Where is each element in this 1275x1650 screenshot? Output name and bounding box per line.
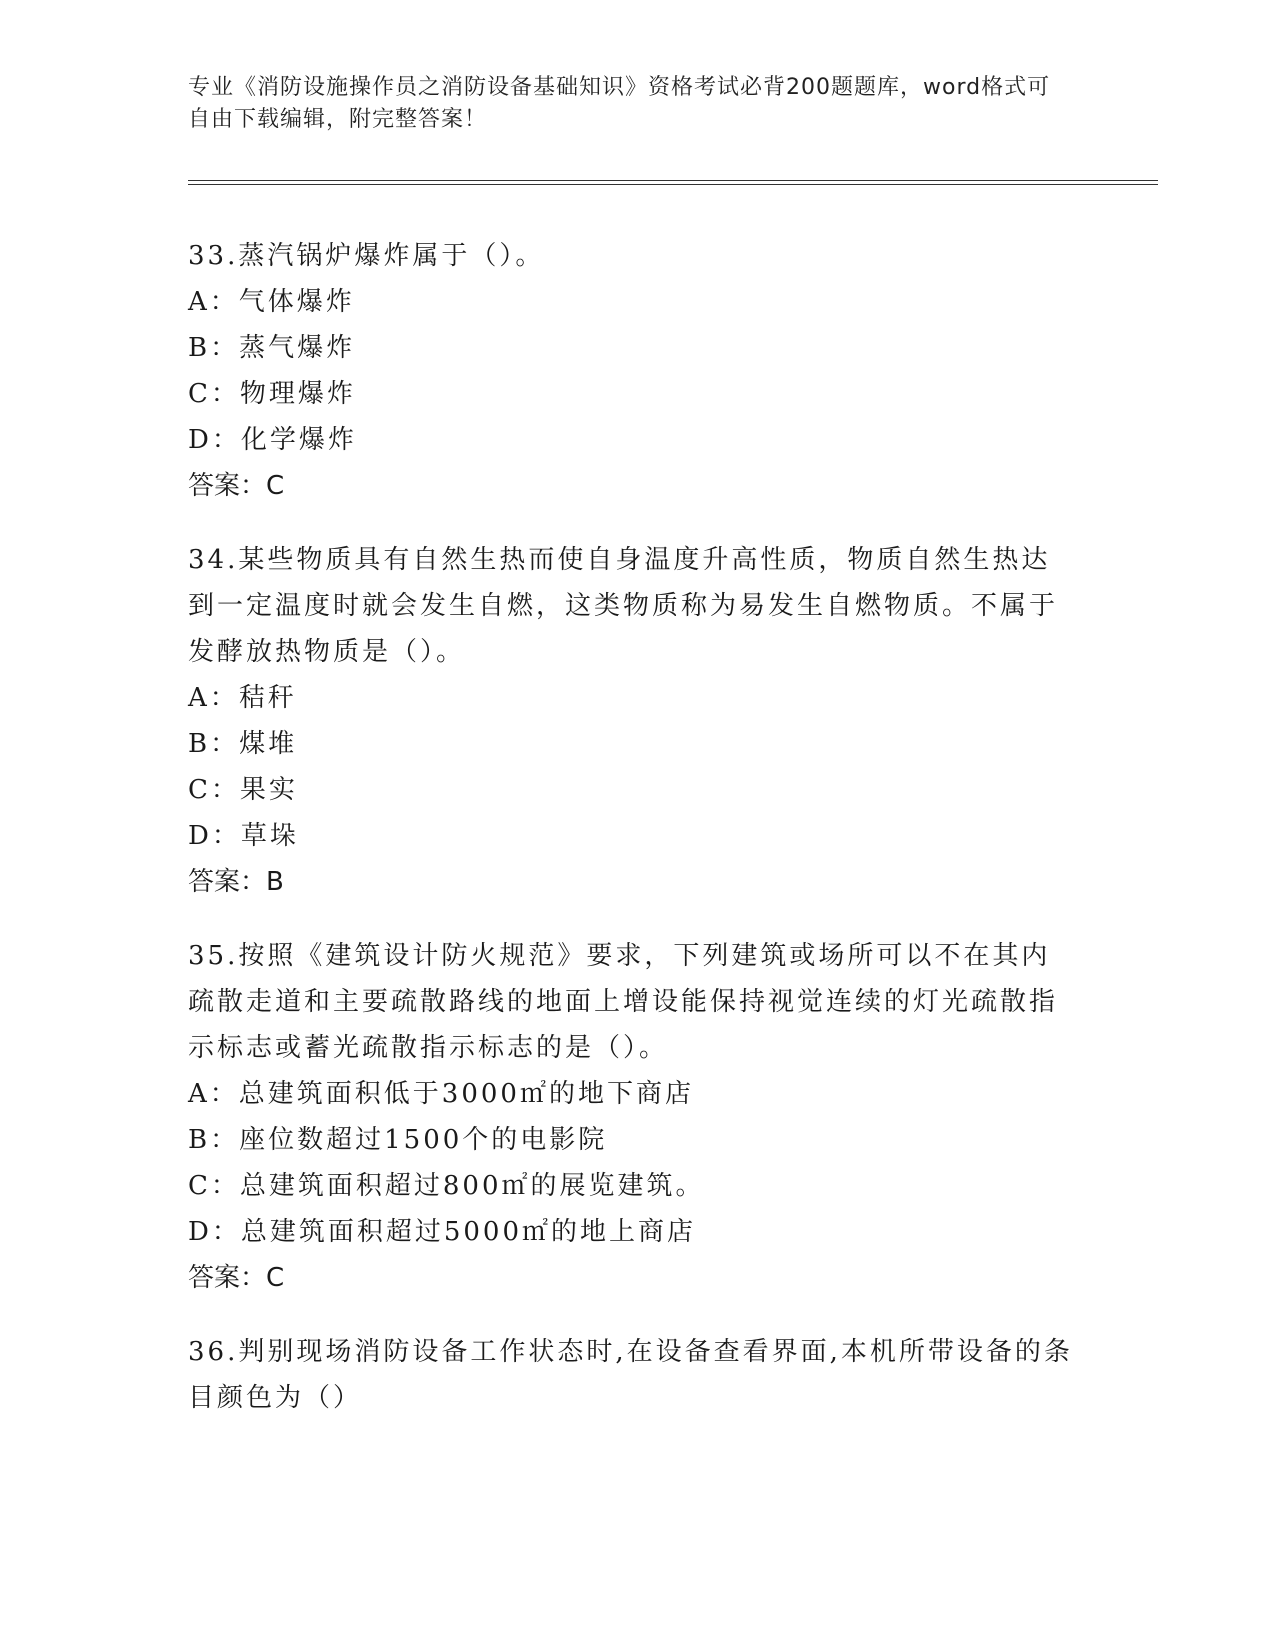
question-36 <box>188 1329 1078 1421</box>
question-34 <box>188 537 1078 905</box>
question-33 <box>188 233 1078 509</box>
header-text: 专业《消防设施操作员之消防设备基础知识》资格考试必背200题题库，word格式可自由下载编辑，附完整答案！ <box>188 75 1051 132</box>
option-b: B：座位数超过1500个的电影院 <box>188 1125 608 1155</box>
option-d: D：总建筑面积超过5000㎡的地上商店 <box>188 1217 697 1247</box>
question-stem: 34.某些物质具有自然生热而使自身温度升高性质，物质自然生热达到一定温度时就会发生自燃，这类物质称为易发生自燃物质。不属于发酵放热物质是（）。 <box>188 545 1059 667</box>
option-b: B：蒸气爆炸 <box>188 333 356 363</box>
answer: 答案：C <box>188 471 285 501</box>
question-list <box>188 233 1078 1449</box>
option-a: A：总建筑面积低于3000㎡的地下商店 <box>188 1079 694 1109</box>
document-header <box>188 72 1068 136</box>
option-c: C：物理爆炸 <box>188 379 356 409</box>
header-divider-bottom <box>188 184 1158 185</box>
option-a: A：秸秆 <box>188 683 297 713</box>
question-stem: 33.蒸汽锅炉爆炸属于（）。 <box>188 241 545 271</box>
option-b: B：煤堆 <box>188 729 298 759</box>
question-stem: 36.判别现场消防设备工作状态时,在设备查看界面,本机所带设备的条目颜色为（） <box>188 1337 1073 1413</box>
option-d: D：草垛 <box>188 821 299 851</box>
question-35 <box>188 933 1078 1301</box>
answer: 答案：C <box>188 1263 285 1293</box>
answer: 答案：B <box>188 867 284 897</box>
option-c: C：总建筑面积超过800㎡的展览建筑。 <box>188 1171 705 1201</box>
question-stem: 35.按照《建筑设计防火规范》要求，下列建筑或场所可以不在其内疏散走道和主要疏散路线的地面上增设能保持视觉连续的灯光疏散指示标志或蓄光疏散指示标志的是（）。 <box>188 941 1059 1063</box>
option-a: A：气体爆炸 <box>188 287 355 317</box>
option-c: C：果实 <box>188 775 298 805</box>
option-d: D：化学爆炸 <box>188 425 357 455</box>
header-divider-top <box>188 180 1158 181</box>
